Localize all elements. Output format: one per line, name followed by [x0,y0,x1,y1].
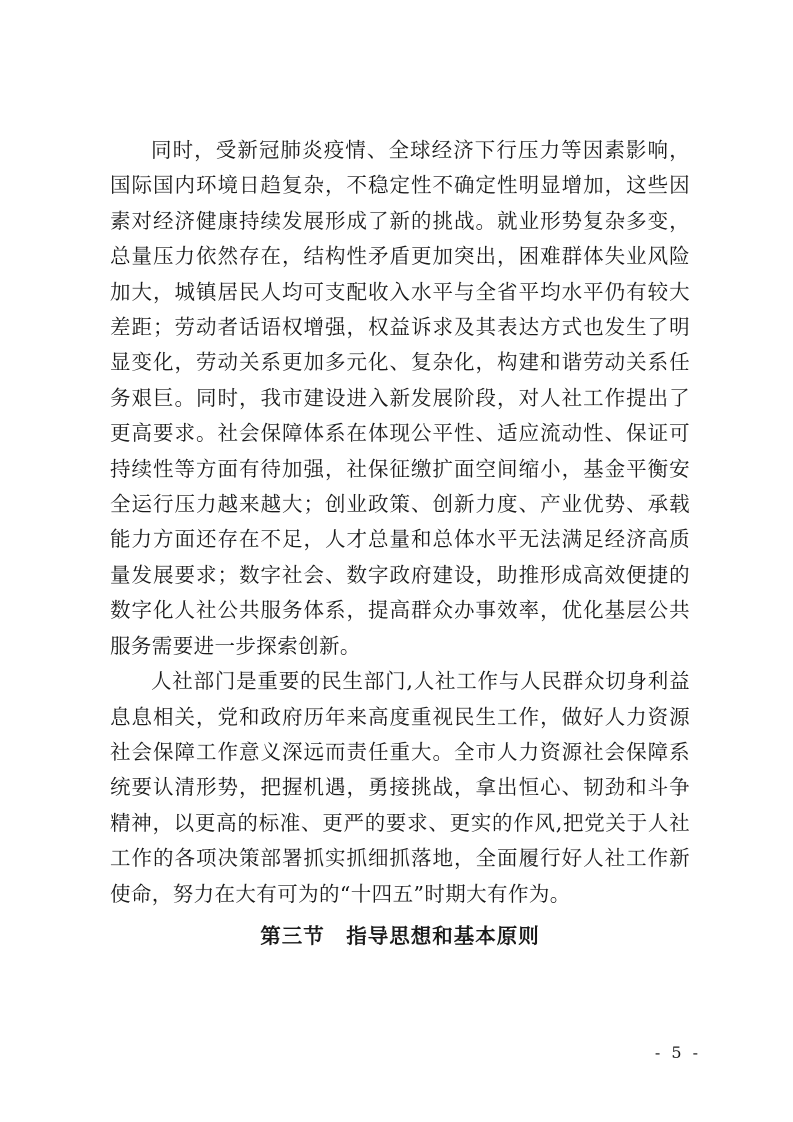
paragraph-challenges: 同时，受新冠肺炎疫情、全球经济下行压力等因素影响，国际国内环境日趋复杂，不稳定性不确定性明显增加，这些因素对经济健康持续发展形成了新的挑战。就业形势复杂多变，总量压力依然存在，结构性矛盾更加突出，困难群体失业风险加大，城镇居民人均可支配收入水平与全省平均水平仍有较大差距；劳动者话语权增强，权益诉求及其表达方式也发生了明显变化，劳动关系更加多元化、复杂化，构建和谐劳动关系任务艰巨。同时，我市建设进入新发展阶段，对人社工作提出了更高要求。社会保障体系在体现公平性、适应流动性、保证可持续性等方面有待加强，社保征缴扩面空间缩小，基金平衡安全运行压力越来越大；创业政策、创新力度、产业优势、承载能力方面还存在不足，人才总量和总体水平无法满足经济高质量发展要求；数字社会、数字政府建设，助推形成高效便捷的数字化人社公共服务体系，提高群众办事效率，优化基层公共服务需要进一步探索创新。 [110,138,690,658]
paragraph-mission: 人社部门是重要的民生部门,人社工作与人民群众切身利益息息相关，党和政府历年来高度重视民生工作，做好人力资源社会保障工作意义深远而责任重大。全市人力资源社会保障系统要认清形势，把握机遇，勇接挑战，拿出恒心、韧劲和斗争精神，以更高的标准、更严的要求、更实的作风,把党关于人社工作的各项决策部署抓实抓细抓落地，全面履行好人社工作新使命，努力在大有可为的“十四五”时期大有作为。 [110,669,690,906]
document-body [110,133,690,954]
section-heading: 第三节 指导思想和基本原则 [260,923,540,948]
page-number: - 5 - [654,1043,701,1062]
